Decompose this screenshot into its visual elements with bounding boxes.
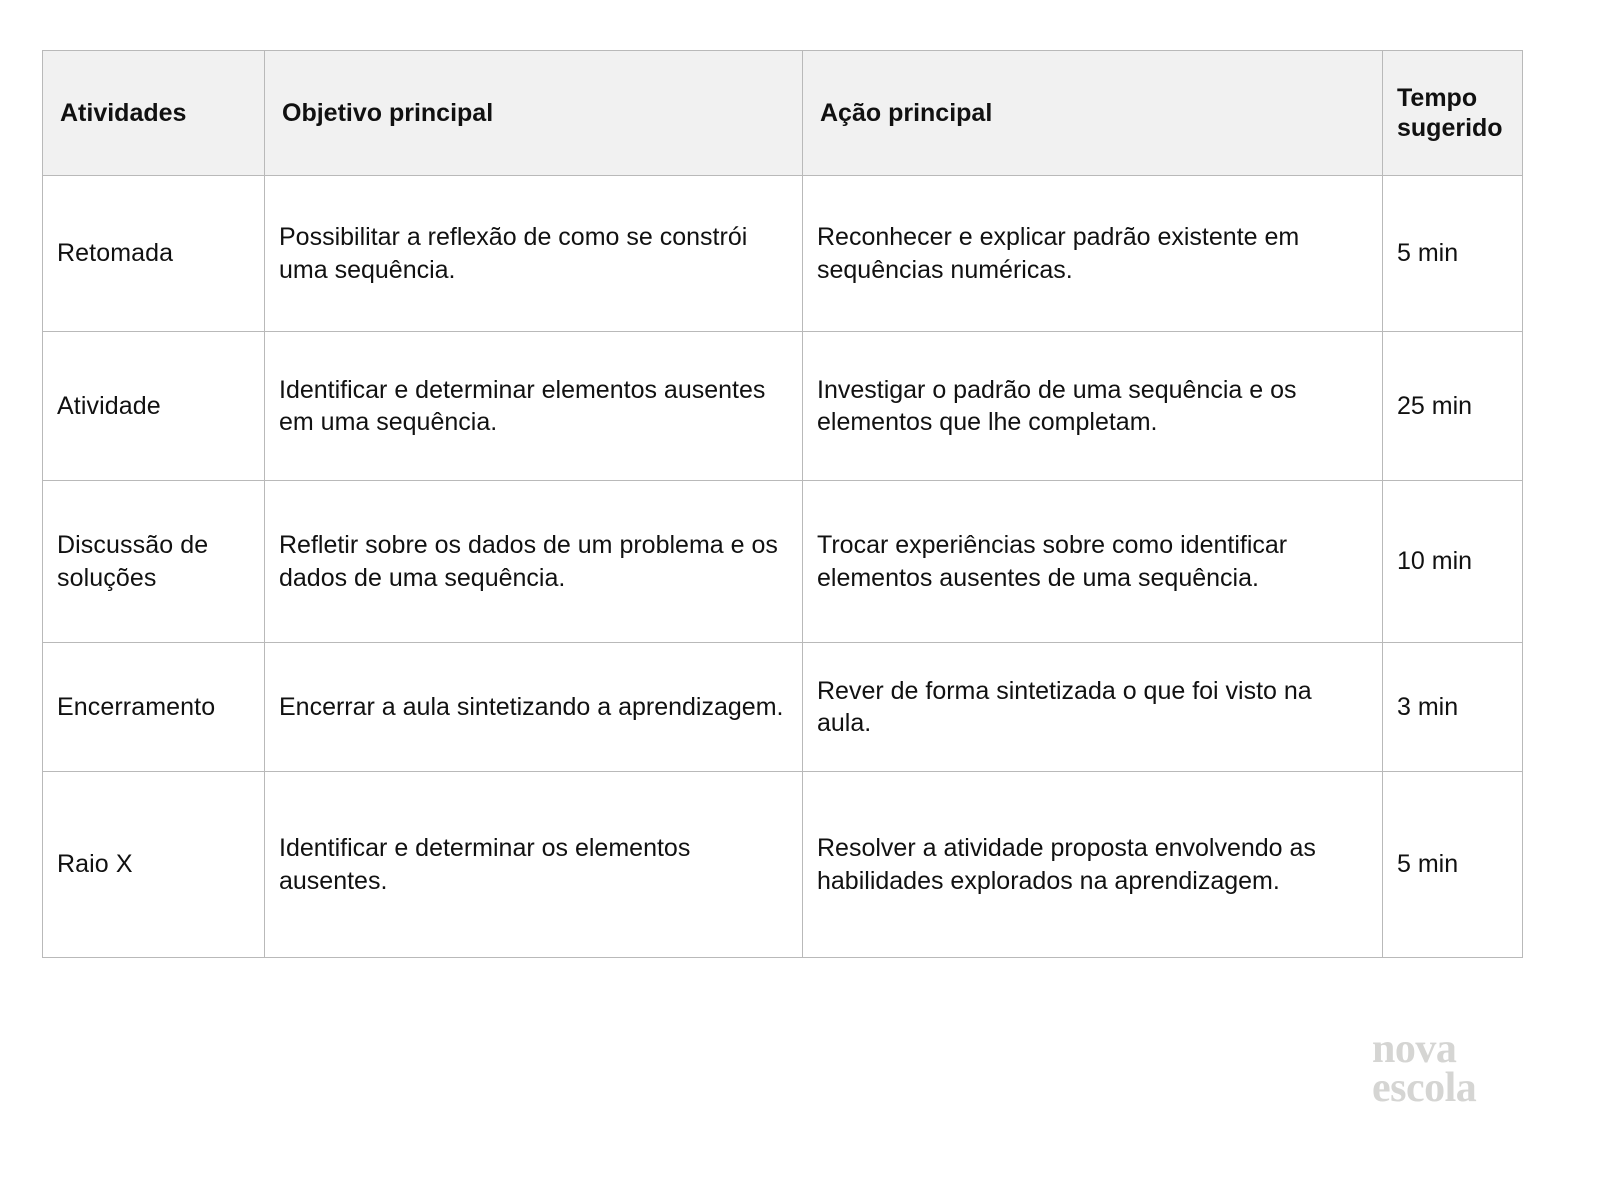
cell-acao: Reconhecer e explicar padrão existente em sequências numéricas.	[803, 176, 1383, 332]
lesson-plan-table	[42, 50, 1523, 958]
cell-acao: Investigar o padrão de uma sequência e os elementos que lhe completam.	[803, 332, 1383, 481]
cell-objetivo: Refletir sobre os dados de um problema e os dados de uma sequência.	[265, 481, 803, 643]
cell-atividade: Encerramento	[43, 643, 265, 772]
cell-atividade: Raio X	[43, 772, 265, 958]
table-row	[43, 176, 1523, 332]
cell-acao: Resolver a atividade proposta envolvendo as habilidades explorados na aprendizagem.	[803, 772, 1383, 958]
column-header-objetivo-principal: Objetivo principal	[265, 51, 803, 176]
cell-tempo: 5 min	[1383, 176, 1523, 332]
cell-acao: Trocar experiências sobre como identificar elementos ausentes de uma sequência.	[803, 481, 1383, 643]
table-row	[43, 332, 1523, 481]
cell-atividade: Discussão de soluções	[43, 481, 265, 643]
cell-tempo: 25 min	[1383, 332, 1523, 481]
table-row	[43, 772, 1523, 958]
table-header-row	[43, 51, 1523, 176]
cell-acao: Rever de forma sintetizada o que foi visto na aula.	[803, 643, 1383, 772]
table-body	[43, 176, 1523, 958]
cell-tempo: 5 min	[1383, 772, 1523, 958]
cell-objetivo: Encerrar a aula sintetizando a aprendizagem.	[265, 643, 803, 772]
cell-tempo: 10 min	[1383, 481, 1523, 643]
table-row	[43, 481, 1523, 643]
cell-atividade: Atividade	[43, 332, 265, 481]
cell-objetivo: Identificar e determinar os elementos ausentes.	[265, 772, 803, 958]
cell-tempo: 3 min	[1383, 643, 1523, 772]
logo-line-nova: nova	[1372, 1026, 1457, 1072]
column-header-atividades: Atividades	[43, 51, 265, 176]
column-header-tempo-sugerido: Tempo sugerido	[1383, 51, 1523, 176]
logo-line-escola: escola	[1372, 1064, 1477, 1111]
cell-objetivo: Possibilitar a reflexão de como se constrói uma sequência.	[265, 176, 803, 332]
cell-objetivo: Identificar e determinar elementos ausentes em uma sequência.	[265, 332, 803, 481]
cell-atividade: Retomada	[43, 176, 265, 332]
nova-escola-logo	[1372, 1026, 1532, 1111]
table-row	[43, 643, 1523, 772]
table-header	[43, 51, 1523, 176]
column-header-acao-principal: Ação principal	[803, 51, 1383, 176]
